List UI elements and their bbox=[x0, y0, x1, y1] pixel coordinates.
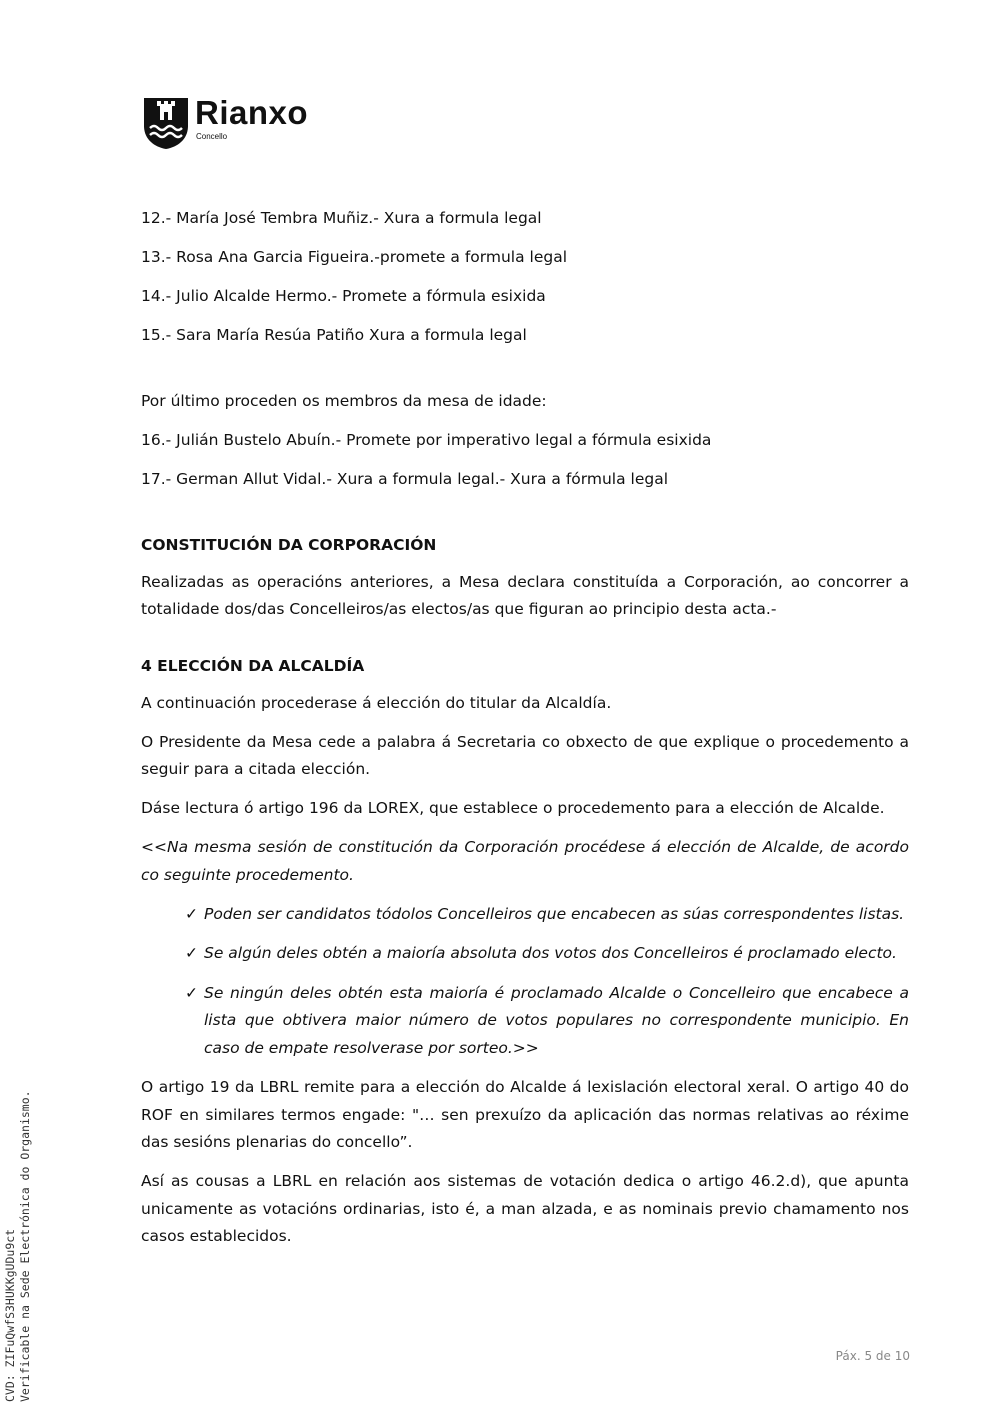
oath-item: 12.- María José Tembra Muñiz.- Xura a formula legal bbox=[141, 209, 542, 227]
castle-shield-icon bbox=[143, 96, 189, 150]
verification-code: CVD: ZIFuQwfS3HUKKgUDu9ct bbox=[3, 1228, 17, 1402]
quote-checklist bbox=[141, 901, 909, 1063]
document-body bbox=[141, 205, 909, 1262]
mesa-intro: Por último proceden os membros da mesa de idade: bbox=[141, 392, 547, 410]
oath-item: 14.- Julio Alcalde Hermo.- Promete a fórmula esixida bbox=[141, 287, 546, 305]
election-paragraph: Así as cousas a LBRL en relación aos sistemas de votación dedica o artigo 46.2.d), que apunta unicamente as votacións ordinarias, isto é, a man alzada, e as nominais previo chamamento nos casos establecidos. bbox=[141, 1172, 909, 1245]
mesa-item: 17.- German Allut Vidal.- Xura a formula legal.- Xura a fórmula legal bbox=[141, 470, 669, 488]
spacer bbox=[141, 635, 909, 653]
quote-intro: <<Na mesma sesión de constitución da Corporación procédese á elección de Alcalde, de acordo co seguinte procedemento. bbox=[141, 838, 909, 884]
verification-text: Verificable na Sede Electrónica do Organismo. bbox=[18, 1090, 32, 1402]
verification-side-note bbox=[3, 1090, 33, 1402]
checklist-item-text: Se algún deles obtén a maioría absoluta dos votos dos Concelleiros é proclamado electo. bbox=[204, 944, 897, 962]
oath-item: 13.- Rosa Ana Garcia Figueira.-promete a formula legal bbox=[141, 248, 568, 266]
checkmark-icon: ✓ bbox=[185, 983, 198, 1002]
oath-item: 15.- Sara María Resúa Patiño Xura a formula legal bbox=[141, 326, 527, 344]
election-paragraph: O artigo 19 da LBRL remite para a elección do Alcalde á lexislación electoral xeral. O artigo 40 do ROF en similares termos engade: "… sen prexuízo da aplicación das normas relativas ao réxime das sesións plenarias do concello”. bbox=[141, 1078, 909, 1151]
checklist-item bbox=[141, 901, 909, 929]
spacer bbox=[141, 505, 909, 532]
checkmark-icon: ✓ bbox=[185, 944, 198, 962]
page-number: Páx. 5 de 10 bbox=[835, 1349, 910, 1363]
checklist-item bbox=[141, 980, 909, 1063]
logo-name: Rianxo bbox=[195, 94, 309, 131]
constitution-paragraph: Realizadas as operacións anteriores, a Mesa declara constituída a Corporación, ao concorrer a totalidade dos/das Concelleiros/as electos/as que figuran ao principio desta acta.- bbox=[141, 572, 909, 618]
section-heading-constitution: CONSTITUCIÓN DA CORPORACIÓN bbox=[141, 536, 437, 554]
concello-logo bbox=[143, 96, 343, 152]
checklist-item bbox=[141, 940, 909, 968]
logo-subtitle: Concello bbox=[196, 132, 228, 141]
mesa-item: 16.- Julián Bustelo Abuín.- Promete por imperativo legal a fórmula esixida bbox=[141, 431, 712, 449]
section-heading-election: 4 ELECCIÓN DA ALCALDÍA bbox=[141, 657, 365, 675]
checklist-item-text: Se ningún deles obtén esta maioría é proclamado Alcalde o Concelleiro que encabece a lista que obtivera maior número de votos populares no correspondente municipio. En caso de empate resolverase por sorteo.>> bbox=[204, 983, 909, 1057]
election-paragraph: Dáse lectura ó artigo 196 da LOREX, que establece o procedemento para a elección de Alcalde. bbox=[141, 799, 885, 817]
election-paragraph: O Presidente da Mesa cede a palabra á Secretaria co obxecto de que explique o procedemento a seguir para a citada elección. bbox=[141, 732, 909, 778]
checkmark-icon: ✓ bbox=[185, 904, 198, 923]
checklist-item-text: Poden ser candidatos tódolos Concelleiros que encabecen as súas correspondentes listas. bbox=[204, 904, 905, 923]
spacer bbox=[141, 361, 909, 388]
election-paragraph: A continuación procederase á elección do titular da Alcaldía. bbox=[141, 693, 612, 712]
